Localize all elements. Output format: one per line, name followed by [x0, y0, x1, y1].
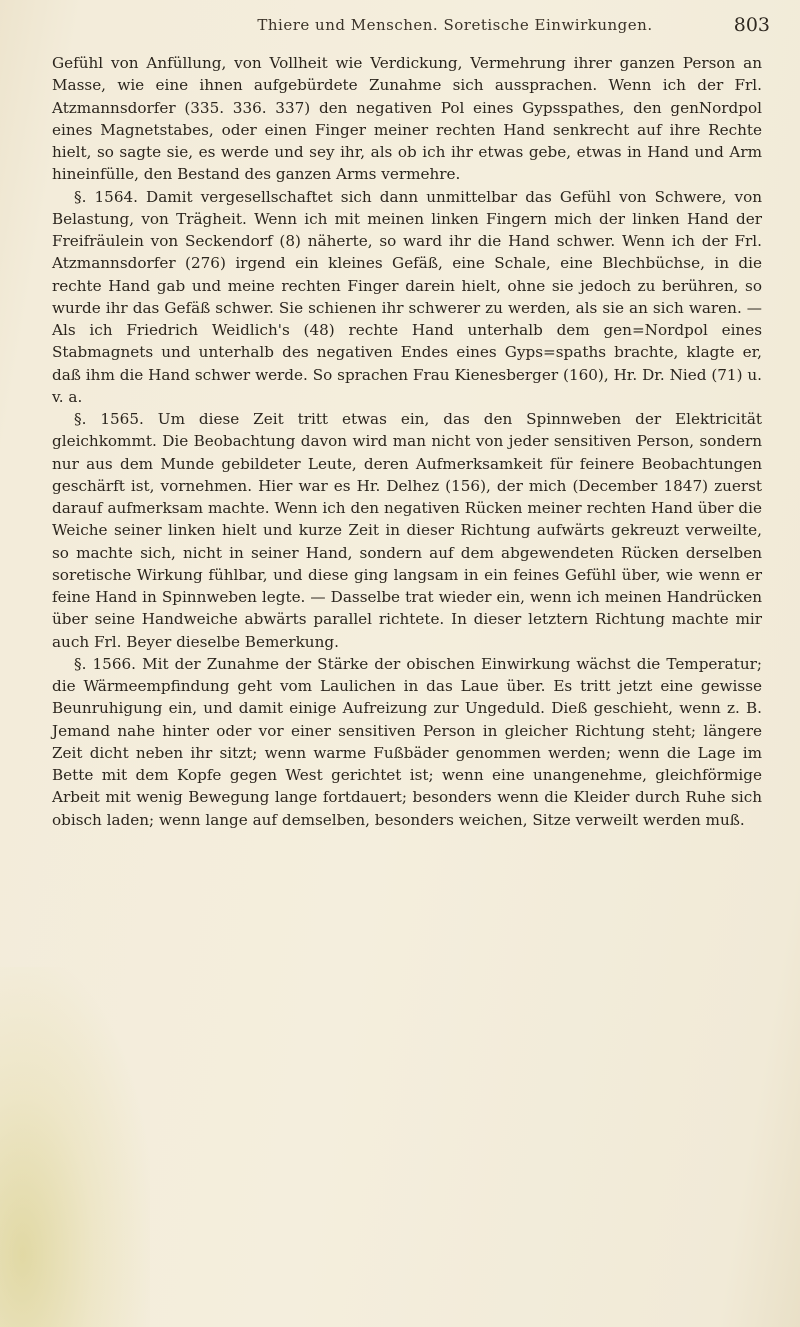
page-number: 803: [733, 14, 770, 36]
running-head: Thiere und Menschen. Soretische Einwirkungen.: [257, 16, 653, 34]
paper-stain: [0, 967, 150, 1327]
paragraph-1564: §. 1564. Damit vergesellschaftet sich dann unmittelbar das Gefühl von Schwere, von Belastung, von Trägheit. Wenn ich mit meinen linken Fingern mich der linken Hand der Freifräulein von Seckendorf (8) näherte, so ward ihr die Hand schwer. Wenn ich der Frl. Atzmannsdorfer (276) irgend ein kleines Gefäß, eine Schale, eine Blechbüchse, in die rechte Hand gab und meine rechten Finger darein hielt, ohne sie jedoch zu berühren, so wurde ihr das Gefäß schwer. Sie schienen ihr schwerer zu werden, als sie an sich waren. — Als ich Friedrich Weidlich's (48) rechte Hand unterhalb dem gen=Nordpol eines Stabmagnets und unterhalb des negativen Endes eines Gyps=spaths brachte, klagte er, daß ihm die Hand schwer werde. So sprachen Frau Kienesberger (160), Hr. Dr. Nied (71) u. v. a.: [52, 187, 762, 406]
page-header: [50, 14, 770, 42]
body-text: [52, 52, 762, 831]
paragraph-continuation: Gefühl von Anfüllung, von Vollheit wie Verdickung, Vermehrung ihrer ganzen Person an Masse, wie eine ihnen aufgebürdete Zunahme sich aussprachen. Wenn ich der Frl. Atzmannsdorfer (335. 336. 337) den negativen Pol eines Gypsspathes, den genNordpol eines Magnetstabes, oder einen Finger meiner rechten Hand senkrecht auf ihre Rechte hielt, so sagte sie, es werde und sey ihr, als ob ich ihr etwas gebe, etwas in Hand und Arm hineinfülle, den Bestand des ganzen Arms vermehre.: [52, 54, 762, 184]
paragraph-1565: §. 1565. Um diese Zeit tritt etwas ein, das den Spinnweben der Elektricität gleichkommt. Die Beobachtung davon wird man nicht von jeder sensitiven Person, sondern nur aus dem Munde gebildeter Leute, deren Aufmerksamkeit für feinere Beobachtungen geschärft ist, vornehmen. Hier war es Hr. Delhez (156), der mich (December 1847) zuerst darauf aufmerksam machte. Wenn ich den negativen Rücken meiner rechten Hand über die Weiche seiner linken hielt und kurze Zeit in dieser Richtung aufwärts gekreuzt verweilte, so machte sich, nicht in seiner Hand, sondern auf dem abgewendeten Rücken derselben soretische Wirkung fühlbar, und diese ging langsam in ein feines Gefühl über, wie wenn er feine Hand in Spinnweben legte. — Dasselbe trat wieder ein, wenn ich meinen Handrücken über seine Handweiche abwärts parallel richtete. In dieser letztern Richtung machte mir auch Frl. Beyer dieselbe Bemerkung.: [52, 410, 762, 651]
paragraph-1566: §. 1566. Mit der Zunahme der Stärke der obischen Einwirkung wächst die Temperatur; die Wärmeempfindung geht vom Laulichen in das Laue über. Es tritt jetzt eine gewisse Beunruhigung ein, und damit einige Aufreizung zur Ungeduld. Dieß geschieht, wenn z. B. Jemand nahe hinter oder vor einer sensitiven Person in gleicher Richtung steht; längere Zeit dicht neben ihr sitzt; wenn warme Fußbäder genommen werden; wenn die Lage im Bette mit dem Kopfe gegen West gerichtet ist; wenn eine unangenehme, gleichförmige Arbeit mit wenig Bewegung lange fortdauert; besonders wenn die Kleider durch Ruhe sich obisch laden; wenn lange auf demselben, besonders weichen, Sitze verweilt werden muß.: [52, 654, 762, 829]
